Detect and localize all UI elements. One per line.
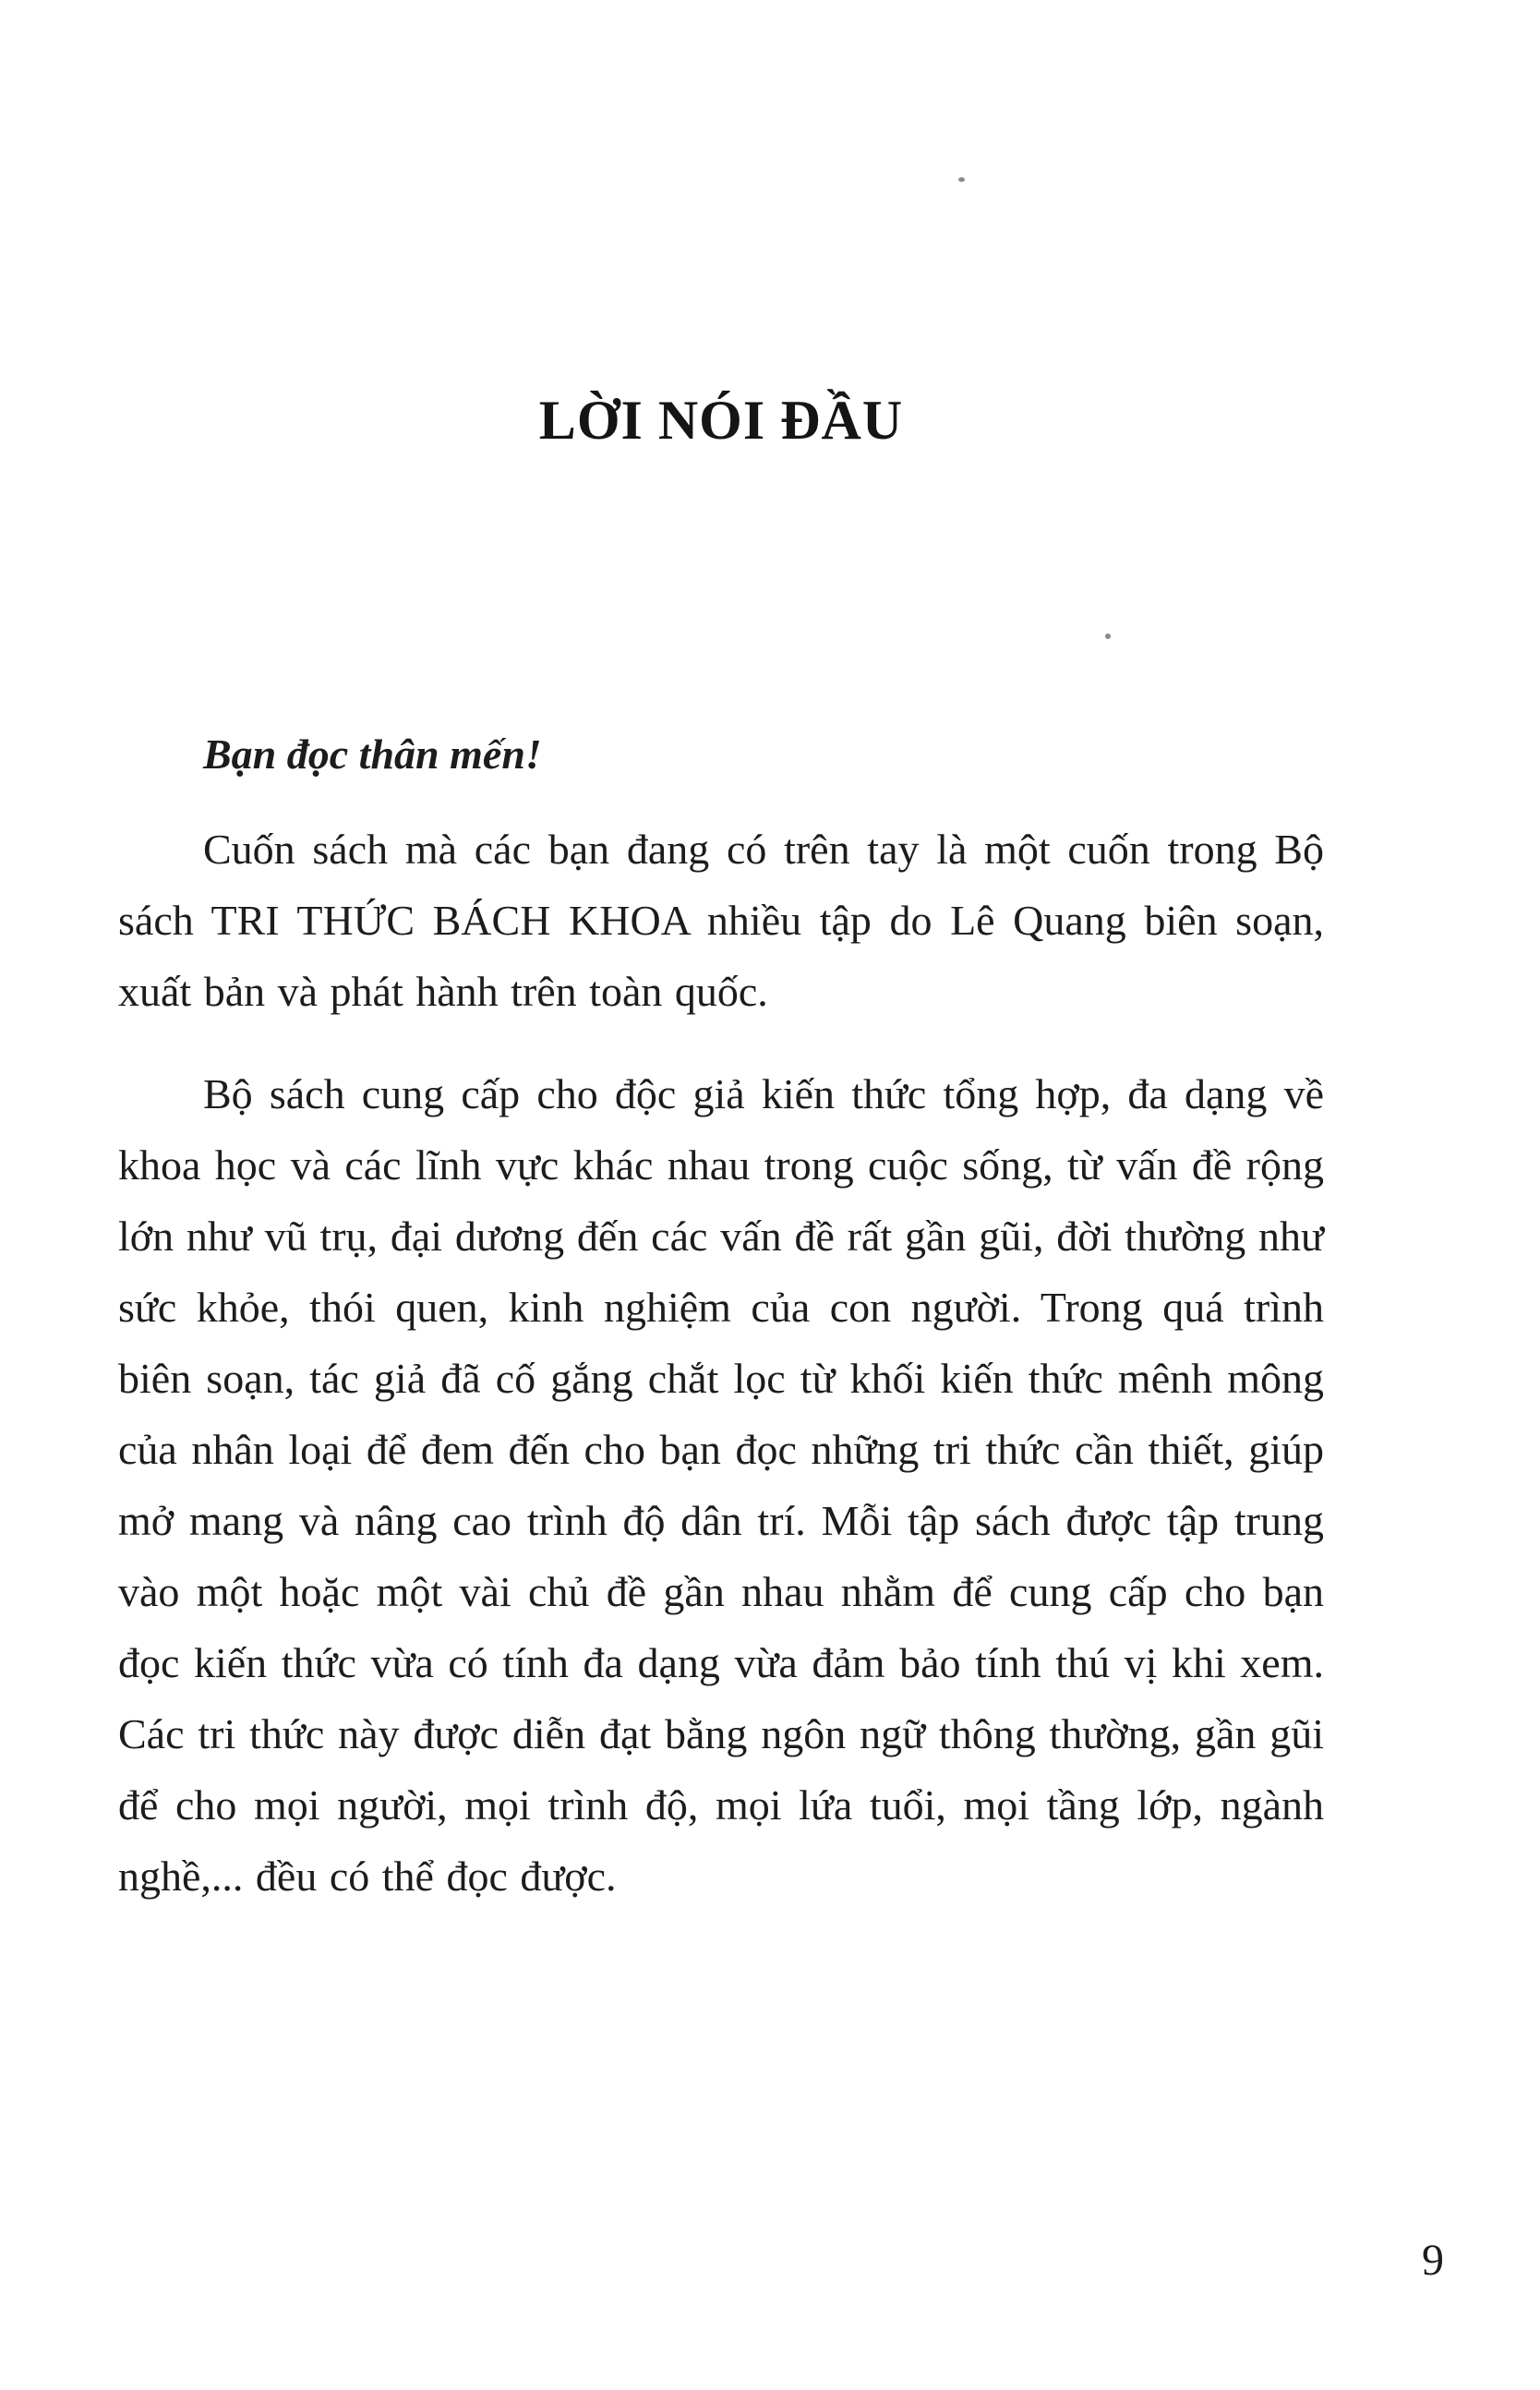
page-number: 9 <box>1422 2236 1444 2285</box>
page-title: LỜI NÓI ĐẦU <box>538 390 904 451</box>
paragraph-2: Bộ sách cung cấp cho độc giả kiến thức tổng hợp, đa dạng về khoa học và các lĩnh vực khác nhau trong cuộc sống, từ vấn đề rộng lớn như vũ trụ, đại dương đến các vấn đề rất gần gũi, đời thường như sức khỏe, thói quen, kinh nghiệm của con người. Trong quá trình biên soạn, tác giả đã cố gắng chắt lọc từ khối kiến thức mênh mông của nhân loại để đem đến cho bạn đọc những tri thức cần thiết, giúp mở mang và nâng cao trình độ dân trí. Mỗi tập sách được tập trung vào một hoặc một vài chủ đề gần nhau nhằm để cung cấp cho bạn đọc kiến thức vừa có tính đa dạng vừa đảm bảo tính thú vị khi xem. Các tri thức này được diễn đạt bằng ngôn ngữ thông thường, gần gũi để cho mọi người, mọi trình độ, mọi lứa tuổi, mọi tầng lớp, ngành nghề,... đều có thể đọc được. <box>118 1070 1324 1900</box>
paragraph-1: Cuốn sách mà các bạn đang có trên tay là một cuốn trong Bộ sách TRI THỨC BÁCH KHOA nhiều tập do Lê Quang biên soạn, xuất bản và phát hành trên toàn quốc. <box>118 826 1324 1015</box>
salutation-line: Bạn đọc thân mến! <box>203 730 542 778</box>
scan-speck <box>958 177 965 182</box>
scan-speck <box>1105 634 1111 639</box>
